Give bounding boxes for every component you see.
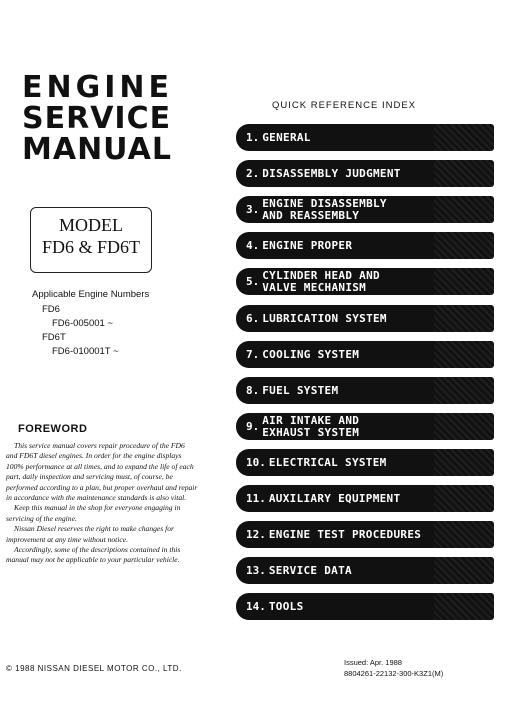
index-tab-number: 3. <box>246 203 260 216</box>
index-tab-number: 2. <box>246 167 260 180</box>
index-tab-label: SERVICE DATA <box>268 564 352 577</box>
index-tab-label-line: ENGINE DISASSEMBLY <box>262 196 387 210</box>
index-tab-label: AUXILIARY EQUIPMENT <box>268 492 401 505</box>
index-tab-11[interactable] <box>236 485 494 512</box>
index-tab-number: 8. <box>246 384 260 397</box>
manual-title <box>22 72 222 165</box>
index-tab-13[interactable] <box>236 557 494 584</box>
model-box <box>30 207 152 273</box>
issued-date: Issued: Apr. 1988 <box>344 658 402 667</box>
index-tab-number: 11. <box>246 492 266 505</box>
copyright: © 1988 NISSAN DIESEL MOTOR CO., LTD. <box>6 664 182 673</box>
foreword-paragraph: This service manual covers repair procedure of the FD6 and FD6T diesel engines. In order for the engine displays 100% performance at all times, and to expand the life of each part, daily inspection and servicing must, of course, be performed according to a plan, but proper overhaul and repair in accordance with the maintenance standards is also vital. <box>6 441 198 503</box>
foreword-paragraph: Nissan Diesel reserves the right to make changes for improvement at any time without notice. <box>6 524 175 544</box>
index-tab-14[interactable] <box>236 593 494 620</box>
index-tab-number: 7. <box>246 348 260 361</box>
engine-group-name: FD6 <box>42 304 60 315</box>
applicable-heading: Applicable Engine Numbers <box>32 289 150 300</box>
index-tab-label-line: AIR INTAKE AND <box>262 413 360 427</box>
index-tab-label: ELECTRICAL SYSTEM <box>268 456 387 469</box>
index-tab-3[interactable] <box>236 196 494 223</box>
index-tab-label: FUEL SYSTEM <box>262 384 339 397</box>
index-tab-label-line: AND REASSEMBLY <box>262 208 360 222</box>
engine-group-name: FD6T <box>42 332 66 343</box>
index-tab-8[interactable] <box>236 377 494 404</box>
applicable-engine-numbers <box>32 288 149 359</box>
index-tab-number: 14. <box>246 600 266 613</box>
foreword-text <box>6 441 198 566</box>
index-tab-number: 1. <box>246 131 260 144</box>
foreword-paragraph: Keep this manual in the shop for everyone engaging in servicing of the engine. <box>6 503 181 523</box>
index-tab-label <box>262 198 387 222</box>
index-tab-label-line: EXHAUST SYSTEM <box>262 425 360 439</box>
index-tab-1[interactable] <box>236 124 494 151</box>
index-tab-12[interactable] <box>236 521 494 548</box>
index-tab-label: ENGINE TEST PROCEDURES <box>268 528 422 541</box>
model-value: FD6 & FD6T <box>41 237 140 257</box>
index-tab-label: COOLING SYSTEM <box>262 348 360 361</box>
index-tab-label <box>262 270 380 294</box>
index-tab-5[interactable] <box>236 268 494 295</box>
index-tab-number: 5. <box>246 275 260 288</box>
title-line-service: SERVICE <box>22 101 172 136</box>
index-tab-label-line: VALVE MECHANISM <box>262 280 367 294</box>
index-tab-number: 13. <box>246 564 266 577</box>
issue-info <box>344 657 443 679</box>
engine-group-number: FD6-005001 ~ <box>52 318 113 329</box>
index-tab-4[interactable] <box>236 232 494 259</box>
index-tab-number: 9. <box>246 420 260 433</box>
document-code: 8804261-22132-300-K3Z1(M) <box>344 669 444 678</box>
index-tab-number: 6. <box>246 312 260 325</box>
index-tab-number: 4. <box>246 239 260 252</box>
index-tab-label: LUBRICATION SYSTEM <box>262 312 387 325</box>
index-tab-9[interactable] <box>236 413 494 440</box>
engine-group-number: FD6-010001T ~ <box>52 346 119 357</box>
foreword-title: FOREWORD <box>18 423 88 435</box>
index-tab-number: 10. <box>246 456 266 469</box>
index-tab-number: 12. <box>246 528 266 541</box>
index-tab-label: ENGINE PROPER <box>262 239 353 252</box>
index-tab-label <box>262 415 359 439</box>
quick-reference-index-title: QUICK REFERENCE INDEX <box>272 100 416 111</box>
index-tab-10[interactable] <box>236 449 494 476</box>
index-tab-label-line: CYLINDER HEAD AND <box>262 268 380 282</box>
foreword-paragraph: Accordingly, some of the descriptions contained in this manual may not be applicable to your particular vehicle. <box>6 545 181 565</box>
index-tab-2[interactable] <box>236 160 494 187</box>
index-tab-label: DISASSEMBLY JUDGMENT <box>262 167 401 180</box>
index-tab-7[interactable] <box>236 341 494 368</box>
title-line-engine: ENGINE <box>22 70 173 105</box>
index-tab-label: GENERAL <box>262 131 311 144</box>
title-line-manual: MANUAL <box>22 132 172 167</box>
index-tab-label: TOOLS <box>268 600 304 613</box>
index-tab-6[interactable] <box>236 305 494 332</box>
model-label: MODEL <box>59 215 123 235</box>
